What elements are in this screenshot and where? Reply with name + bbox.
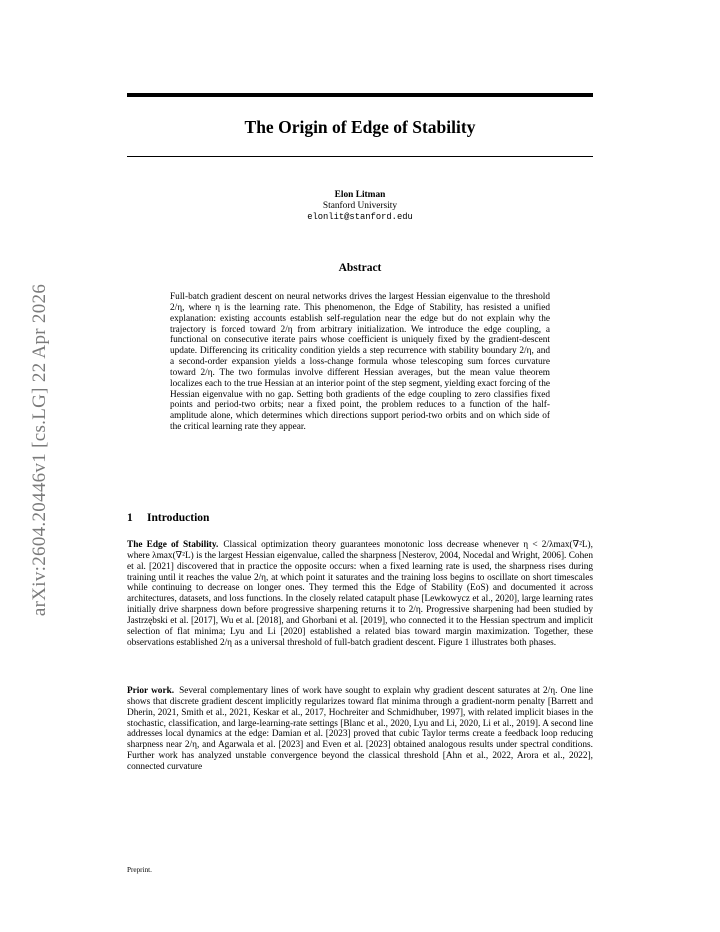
- title-top-rule: [127, 93, 593, 97]
- author-block: [127, 190, 593, 223]
- author-name: Elon Litman: [334, 190, 386, 200]
- author-email: elonlit@stanford.edu: [307, 212, 413, 222]
- paragraph-body: Classical optimization theory guarantees monotonic loss decrease whenever η < 2/λmax(∇²L), where λmax(∇²L) is the largest Hessian eigenvalue, called the sharpness [Nesterov, 2004, Nocedal and Wright, 2006]. Cohen et al. [2021] discovered that in practice the opposite occurs: when a fixed learning rate is used, the sharpness rises during training until it reaches the value 2/η, at which point it saturates and the training loss begins to oscillate on short timescales while continuing to decrease on longer ones. They termed this the Edge of Stability (EoS) and documented it across architectures, datasets, and loss functions. In the closely related catapult phase [Lewkowycz et al., 2020], large learning rates initially drive sharpness down before progressive sharpening returns it to 2/η. Progressive sharpening had been studied by Jastrzębski et al. [2017], Wu et al. [2018], and Ghorbani et al. [2019], who connected it to the Hessian spectrum and implicit selection of flat minima; Lyu and Li [2020] established a related bias toward margin maximization. Together, these observations established 2/η as a universal threshold of full-batch gradient descent. Figure 1 illustrates both phases.: [127, 540, 593, 648]
- section-title: Introduction: [147, 512, 210, 524]
- title-bottom-rule: [127, 156, 593, 157]
- arxiv-stamp: arXiv:2604.20446v1 [cs.LG] 22 Apr 2026: [29, 283, 50, 617]
- author-affiliation: Stanford University: [322, 201, 398, 211]
- section-number: 1: [127, 512, 133, 524]
- paragraph-prior-work: [127, 686, 593, 773]
- abstract-text: Full-batch gradient descent on neural networks drives the largest Hessian eigenvalue to the threshold 2/η, where η is the learning rate. This phenomenon, the Edge of Stability, has resisted a unified explanation: existing accounts establish self-regulation near the edge but do not explain why the trajectory is forced toward 2/η from arbitrary initialization. We introduce the edge coupling, a functional on consecutive iterate pairs whose coefficient is uniquely fixed by the gradient-descent update. Differencing its criticality condition yields a step recurrence with stability boundary 2/η, and a second-order expansion yields a loss-change formula whose telescoping sum forces curvature toward 2/η. The two formulas involve different Hessian averages, but the mean value theorem localizes each to the true Hessian at an interior point of the step segment, yielding exact forcing of the Hessian eigenvalue with no gap. Setting both gradients of the edge coupling to zero classifies fixed points and period-two orbits; near a fixed point, the problem reduces to a function of the half-amplitude alone, which determines which directions support period-two orbits and on which side of the critical learning rate they appear.: [170, 292, 550, 433]
- section-heading: [127, 512, 209, 524]
- paper-title: The Origin of Edge of Stability: [244, 117, 476, 137]
- paragraph-body: Several complementary lines of work have sought to explain why gradient descent saturates at 2/η. One line shows that discrete gradient descent implicitly regularizes toward flat minima through a gradient-norm penalty [Barrett and Dherin, 2021, Smith et al., 2021, Keskar et al., 2017, Hochreiter and Schmidhuber, 1997], with related implicit biases in the stochastic, classification, and large-learning-rate settings [Blanc et al., 2020, Lyu and Li, 2020, Li et al., 2019]. A second line addresses local dynamics at the edge: Damian et al. [2023] proved that cubic Taylor terms create a feedback loop reducing sharpness near 2/η, and Agarwala et al. [2023] and Even et al. [2023] obtained analogous results under spectral conditions. Further work has analyzed unstable convergence beyond the classical threshold [Ahn et al., 2022, Arora et al., 2022], connected curvature: [127, 686, 593, 772]
- paragraph-lead: Prior work.: [127, 686, 175, 696]
- footer-note: Preprint.: [127, 866, 152, 874]
- paragraph-lead: The Edge of Stability.: [127, 540, 219, 550]
- abstract-heading: Abstract: [338, 262, 382, 274]
- paragraph-edge-of-stability: [127, 540, 593, 648]
